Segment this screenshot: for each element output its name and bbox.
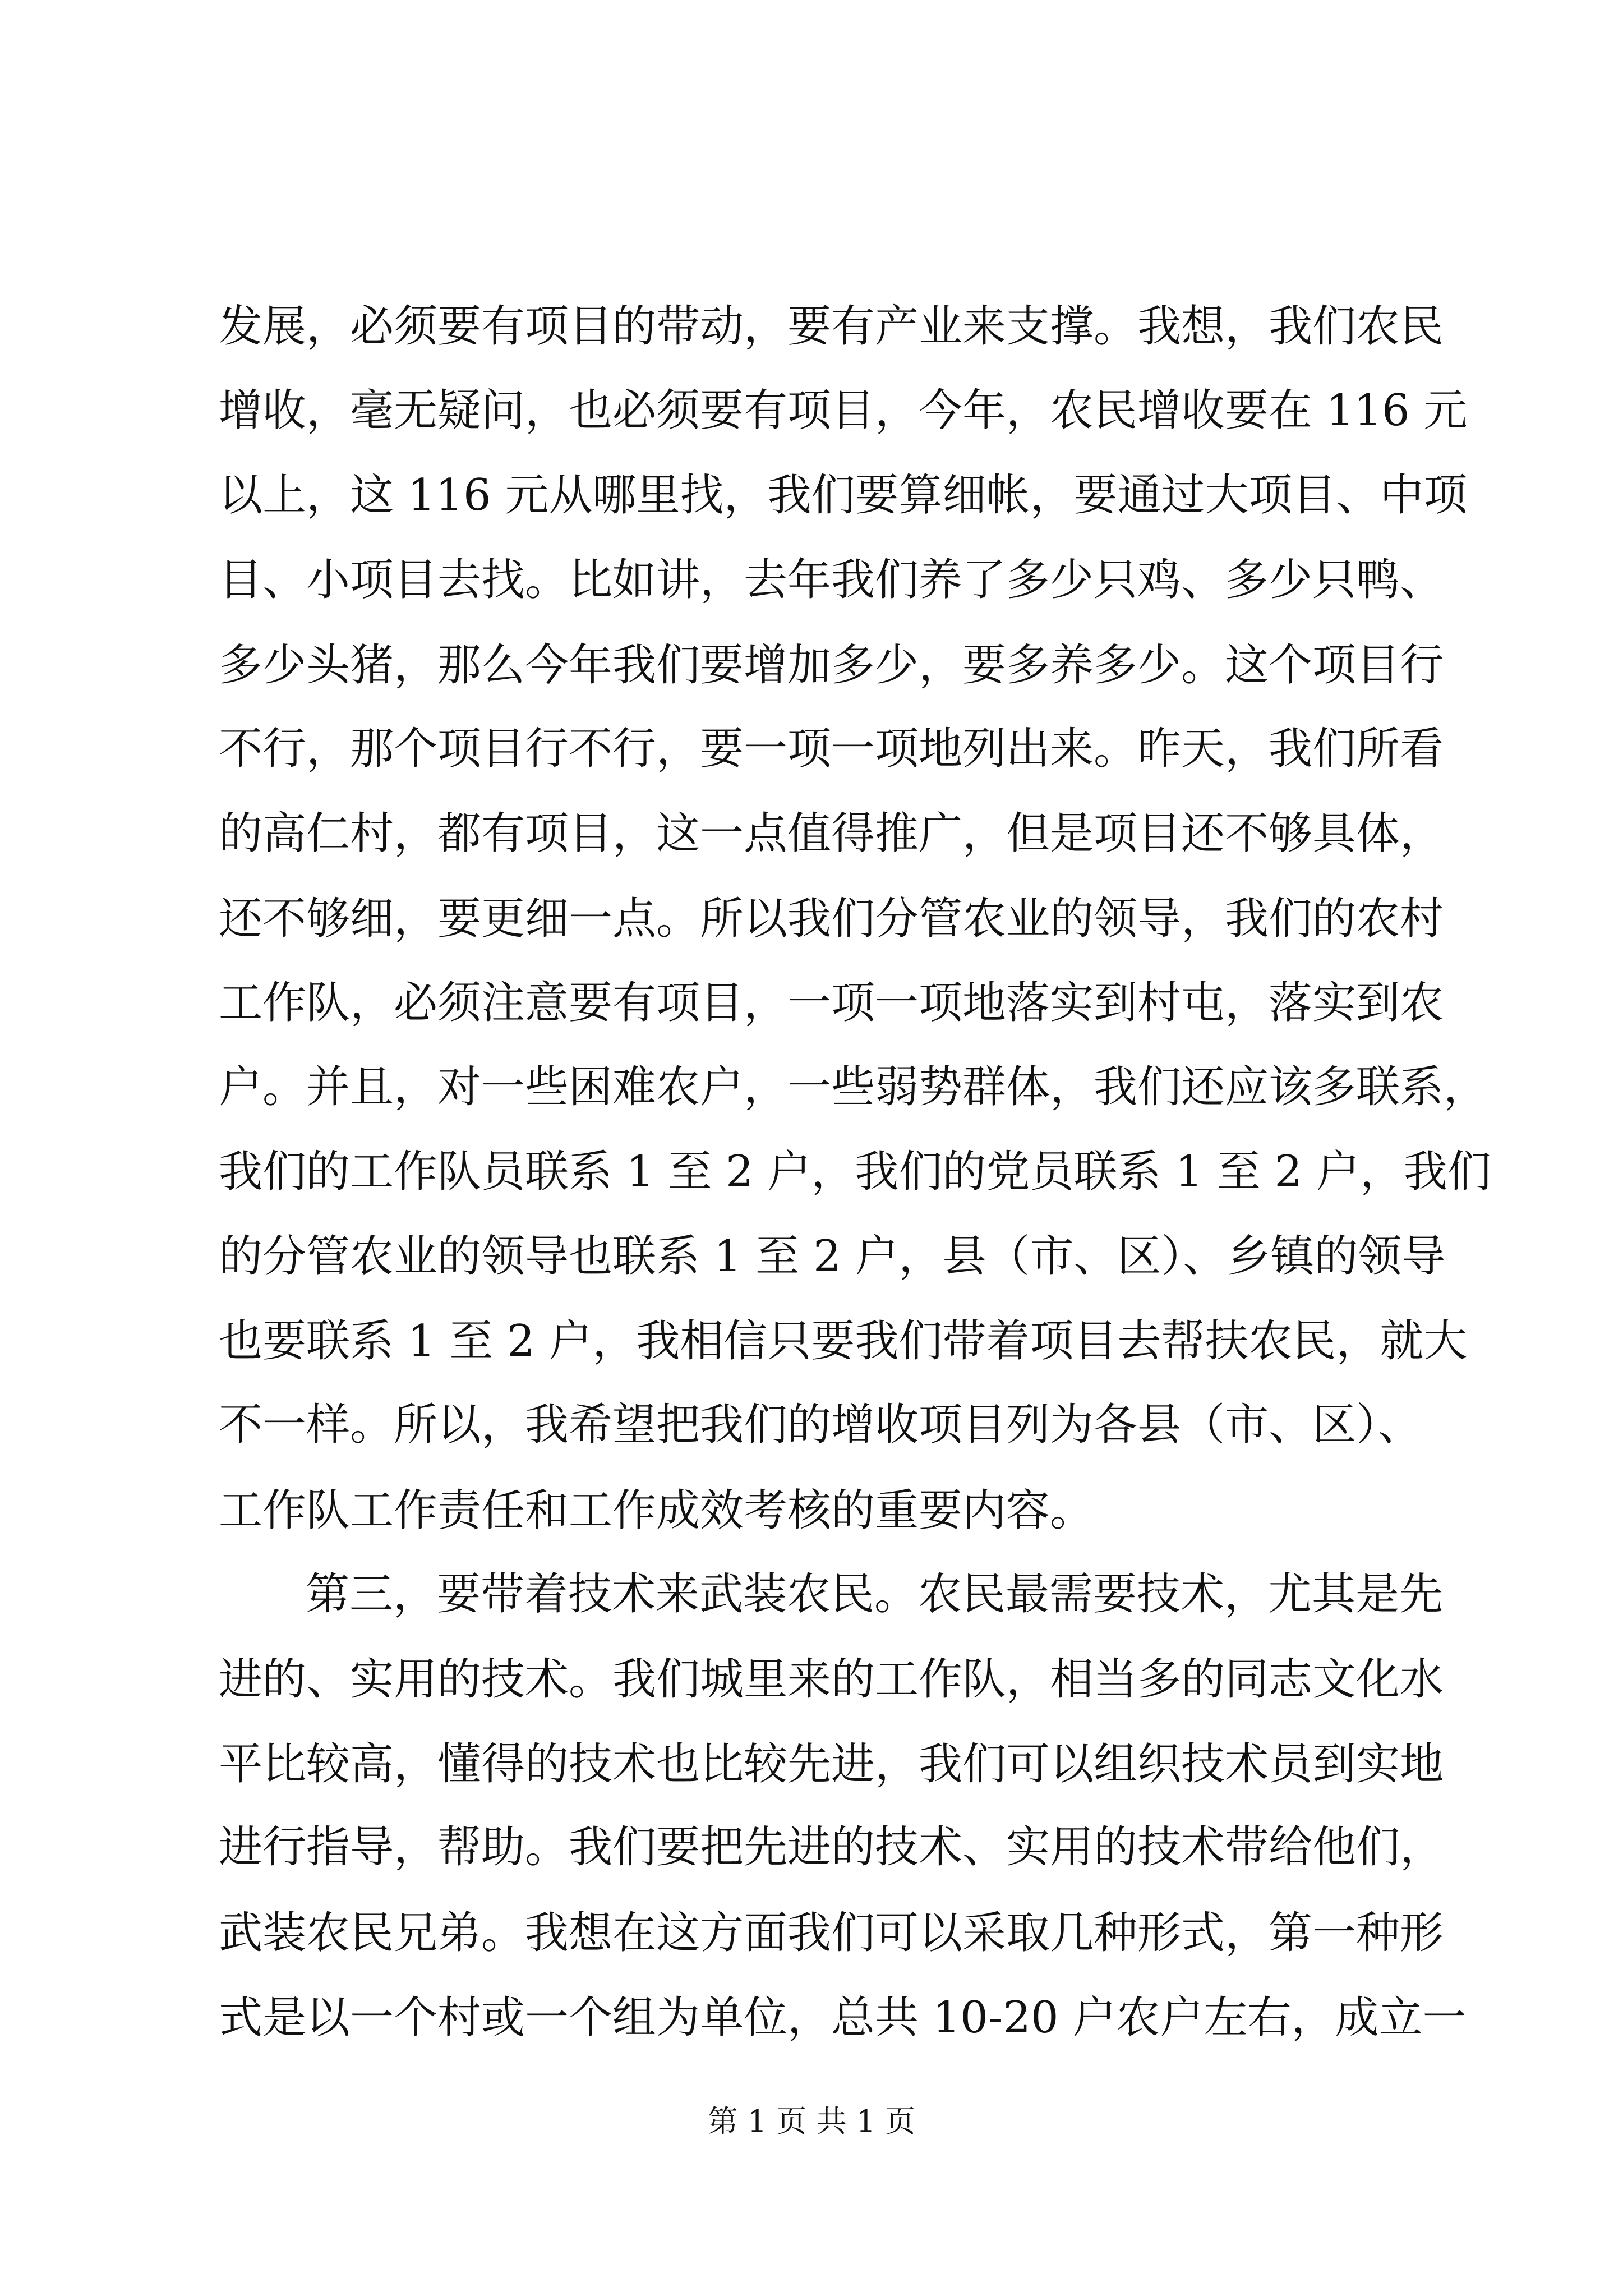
text-line-1: 发展，必须要有项目的带动，要有产业来支撑。我想，我们农民 — [219, 301, 1444, 352]
text-line-17: 进的、实用的技术。我们城里来的工作队，相当多的同志文化水 — [219, 1654, 1444, 1705]
text-line-19: 进行指导，帮助。我们要把先进的技术、实用的技术带给他们， — [219, 1822, 1444, 1872]
text-line-5: 多少头猪，那么今年我们要增加多少，要多养多少。这个项目行 — [219, 640, 1444, 691]
text-line-13: 也要联系 1 至 2 户，我相信只要我们带着项目去帮扶农民，就大 — [219, 1316, 1468, 1366]
text-line-16: 第三，要带着技术来武装农民。农民最需要技术，尤其是先 — [306, 1569, 1444, 1619]
text-line-15: 工作队工作责任和工作成效考核的重要内容。 — [219, 1485, 1094, 1536]
text-line-21: 式是以一个村或一个组为单位，总共 10-20 户农户左右，成立一 — [219, 1993, 1467, 2043]
text-line-8: 还不够细，要更细一点。所以我们分管农业的领导，我们的农村 — [219, 894, 1444, 944]
text-line-3: 以上，这 116 元从哪里找，我们要算细帐，要通过大项目、中项 — [219, 470, 1468, 521]
text-line-4: 目、小项目去找。比如讲，去年我们养了多少只鸡、多少只鸭、 — [219, 555, 1444, 605]
text-line-12: 的分管农业的领导也联系 1 至 2 户，县（市、区）、乡镇的领导 — [219, 1231, 1446, 1282]
text-line-14: 不一样。所以，我希望把我们的增收项目列为各县（市、区）、 — [219, 1400, 1422, 1450]
text-line-2: 增收，毫无疑问，也必须要有项目，今年，农民增收要在 116 元 — [219, 385, 1468, 436]
text-line-20: 武装农民兄弟。我想在这方面我们可以采取几种形式，第一种形 — [219, 1908, 1444, 1958]
text-line-6: 不行，那个项目行不行，要一项一项地列出来。昨天，我们所看 — [219, 724, 1444, 774]
text-line-18: 平比较高，懂得的技术也比较先进，我们可以组织技术员到实地 — [219, 1739, 1444, 1789]
text-line-10: 户。并且，对一些困难农户，一些弱势群体，我们还应该多联系， — [219, 1062, 1488, 1112]
text-line-9: 工作队，必须注意要有项目，一项一项地落实到村屯，落实到农 — [219, 978, 1444, 1028]
text-line-11: 我们的工作队员联系 1 至 2 户，我们的党员联系 1 至 2 户，我们 — [219, 1147, 1491, 1197]
page-footer: 第 1 页 共 1 页 — [707, 2104, 916, 2139]
text-line-7: 的高仁村，都有项目，这一点值得推广，但是项目还不够具体， — [219, 808, 1444, 859]
